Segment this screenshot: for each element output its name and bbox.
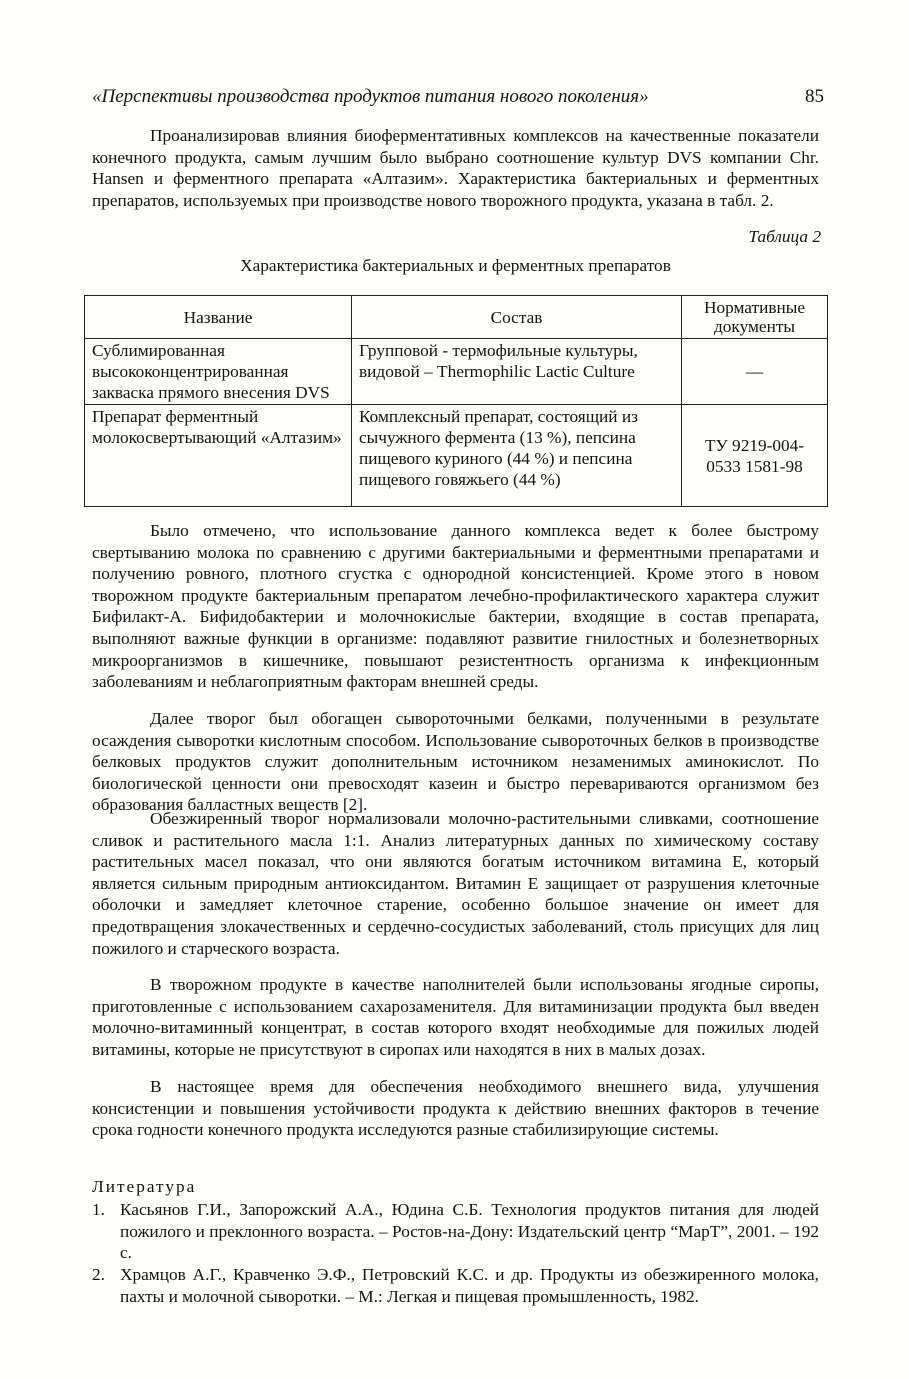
reference-item [92, 1264, 819, 1307]
table-header-row [85, 296, 828, 339]
reference-text: Касьянов Г.И., Запорожский А.А., Юдина С.Б. Технология продуктов питания для людей пожилого и преклонного возраста. – Ростов-на-Дону: Издательский центр “МарТ”, 2001. – 192 с. [120, 1200, 819, 1263]
running-header [92, 86, 824, 112]
table-row [85, 339, 828, 405]
body-paragraph: В настоящее время для обеспечения необходимого внешнего вида, улучшения консистенции и повышения устойчивости продукта к действию внешних факторов в течение срока годности конечного продукта исследуются разные стабилизирующие системы. [92, 1077, 819, 1140]
reference-text: Храмцов А.Г., Кравченко Э.Ф., Петровский К.С. и др. Продукты из обезжиренного молока, пахты и молочной сыворотки. – М.: Легкая и пищевая промышленность, 1982. [120, 1265, 819, 1306]
cell-docs: ТУ 9219-004-0533 1581-98 [682, 405, 828, 507]
cell-name: Сублимированная высококонцентрированная закваска прямого внесения DVS [85, 339, 352, 405]
column-header-docs: Нормативные документы [682, 296, 828, 339]
preparations-table [84, 295, 828, 507]
cell-composition: Групповой - термофильные культуры, видовой – Thermophilic Lactic Culture [352, 339, 682, 405]
column-header-name: Название [85, 296, 352, 339]
body-paragraph: В творожном продукте в качестве наполнителей были использованы ягодные сиропы, приготовленные с использованием сахарозаменителя. Для витаминизации продукта был введен молочно-витаминный концентрат, в состав которого входят необходимые для пожилых людей витамины, которые не присутствуют в сиропах или находятся в них в малых дозах. [92, 975, 819, 1059]
literature-heading: Литература [92, 1177, 197, 1196]
reference-item [92, 1199, 819, 1264]
table-row [85, 405, 828, 507]
table-label: Таблица 2 [748, 227, 821, 246]
body-paragraph: Далее творог был обогащен сывороточными белками, полученными в результате осаждения сыворотки кислотным способом. Использование сывороточных белков в производстве белковых продуктов служит дополнительным источником незаменимых аминокислот. По биологической ценности они превосходят казеин и быстро перевариваются организмом без образования балластных веществ [2]. [92, 709, 819, 815]
cell-composition: Комплексный препарат, состоящий из сычужного фермента (13 %), пепсина пищевого куриного (44 %) и пепсина пищевого говяжьего (44 %) [352, 405, 682, 507]
running-title: «Перспективы производства продуктов питания нового поколения» [92, 86, 649, 107]
body-paragraph: Обезжиренный творог нормализовали молочно-растительными сливками, соотношение сливок и растительного масла 1:1. Анализ литературных данных по химическому составу растительных масел показал, что они являются богатым источником витамина Е, который является сильным природным антиоксидантом. Витамин Е защищает от разрушения клеточные оболочки и замедляет клеточное старение, особенно большое значение он имеет для предотвращения злокачественных и сердечно-сосудистых заболеваний, столь присущих для лиц пожилого и старческого возраста. [92, 809, 819, 958]
body-paragraph: Было отмечено, что использование данного комплекса ведет к более быстрому свертыванию молока по сравнению с другими бактериальными и ферментными препаратами и получению ровного, плотного сгустка с однородной консистенцией. Кроме этого в новом творожном продукте бактериальным препаратом лечебно-профилактического характера служит Бифилакт-А. Бифидобактерии и молочнокислые бактерии, входящие в состав препарата, выполняют важные функции в организме: подавляют развитие гнилостных и болезнетворных микроорганизмов в кишечнике, повышают резистентность организма к инфекционным заболеваниям и неблагоприятным факторам внешней среды. [92, 521, 819, 692]
reference-number: 1. [92, 1200, 105, 1219]
reference-number: 2. [92, 1265, 105, 1284]
cell-docs: — [682, 339, 828, 405]
column-header-composition: Состав [352, 296, 682, 339]
intro-paragraph: Проанализировав влияния биоферментативных комплексов на качественные показатели конечного продукта, самым лучшим было выбрано соотношение культур DVS компании Chr. Hansen и ферментного препарата «Алтазим». Характеристика бактериальных и ферментных препаратов, используемых при производстве нового творожного продукта, указана в табл. 2. [92, 126, 819, 210]
table-caption: Характеристика бактериальных и ферментных препаратов [240, 256, 671, 275]
page-number: 85 [805, 86, 824, 107]
cell-name: Препарат ферментный молокосвертывающий «Алтазим» [85, 405, 352, 507]
